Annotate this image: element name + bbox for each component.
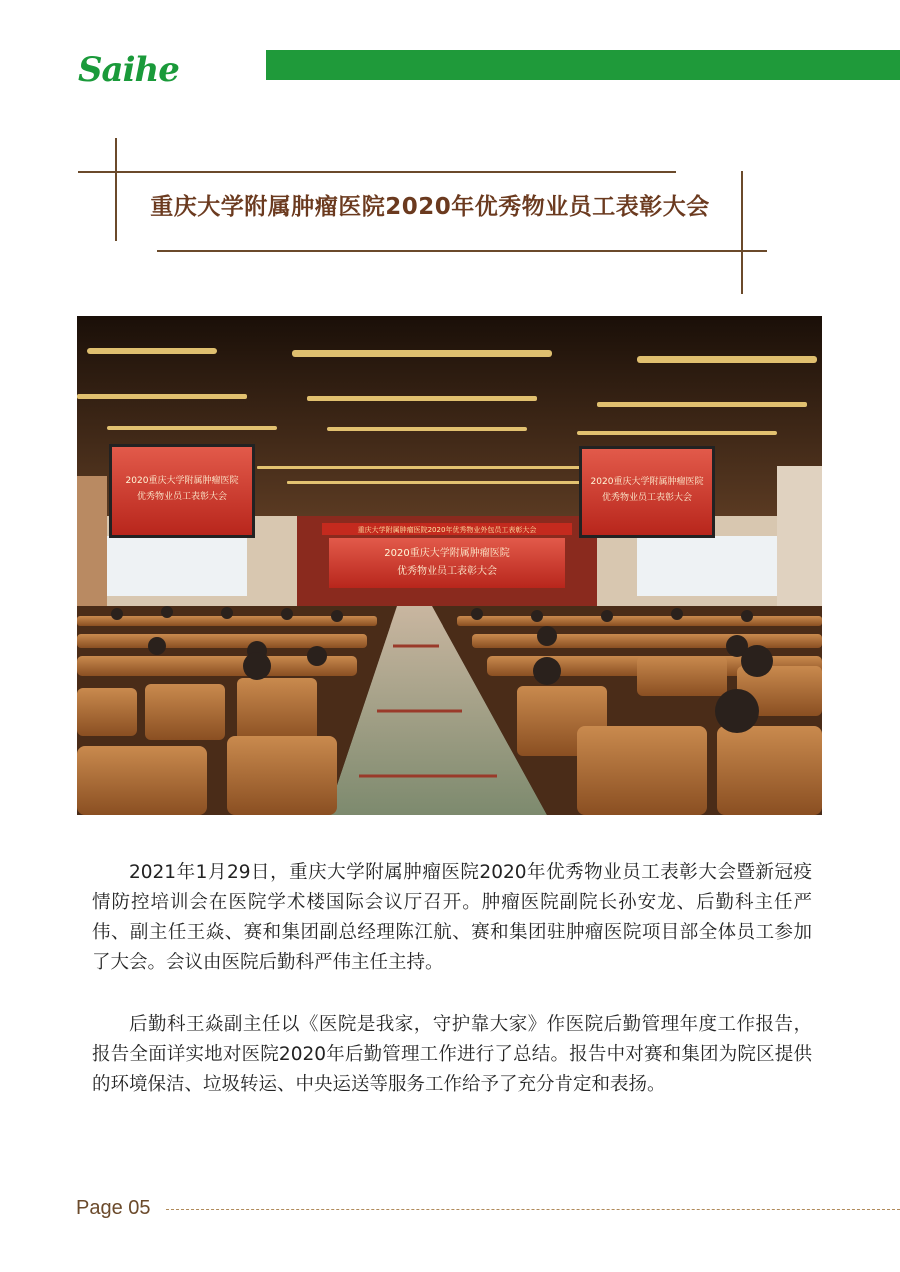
saihe-logo: Saihe	[78, 50, 179, 90]
page-number: Page 05	[76, 1197, 151, 1219]
center-banner-text: 重庆大学附属肿瘤医院2020年优秀物业外包员工表彰大会	[357, 526, 537, 534]
article-title: 重庆大学附属肿瘤医院2020年优秀物业员工表彰大会	[150, 194, 710, 220]
right-screen-line2: 优秀物业员工表彰大会	[601, 493, 693, 503]
article-paragraph-1: 2021年1月29日，重庆大学附属肿瘤医院2020年优秀物业员工表彰大会暨新冠疫情防控培训会在医院学术楼国际会议厅召开。肿瘤医院副院长孙安龙、后勤科主任严伟、副主任王焱、赛和集团副总经理陈江航、赛和集团驻肿瘤医院项目部全体员工参加了大会。会议由医院后勤科严伟主任主持。	[92, 862, 812, 973]
left-screen-line1: 2020重庆大学附属肿瘤医院	[125, 476, 239, 486]
right-screen-line1: 2020重庆大学附属肿瘤医院	[590, 477, 704, 487]
header-accent-bar	[266, 50, 900, 80]
title-frame-line-top	[78, 171, 676, 173]
article-paragraph-2: 后勤科王焱副主任以《医院是我家，守护靠大家》作医院后勤管理年度工作报告，报告全面详实地对医院2020年后勤管理工作进行了总结。报告中对赛和集团为院区提供的环境保洁、垃圾转运、中央运送等服务工作给予了充分肯定和表扬。	[92, 1014, 812, 1095]
left-screen-line2: 优秀物业员工表彰大会	[136, 492, 228, 502]
title-frame-line-bottom	[157, 250, 767, 252]
center-screen-line1: 2020重庆大学附属肿瘤医院	[384, 548, 510, 559]
footer-dashed-line	[166, 1209, 900, 1210]
center-screen-line2: 优秀物业员工表彰大会	[397, 566, 497, 577]
conference-hall-photo	[77, 316, 822, 815]
title-frame-line-left	[115, 138, 117, 241]
